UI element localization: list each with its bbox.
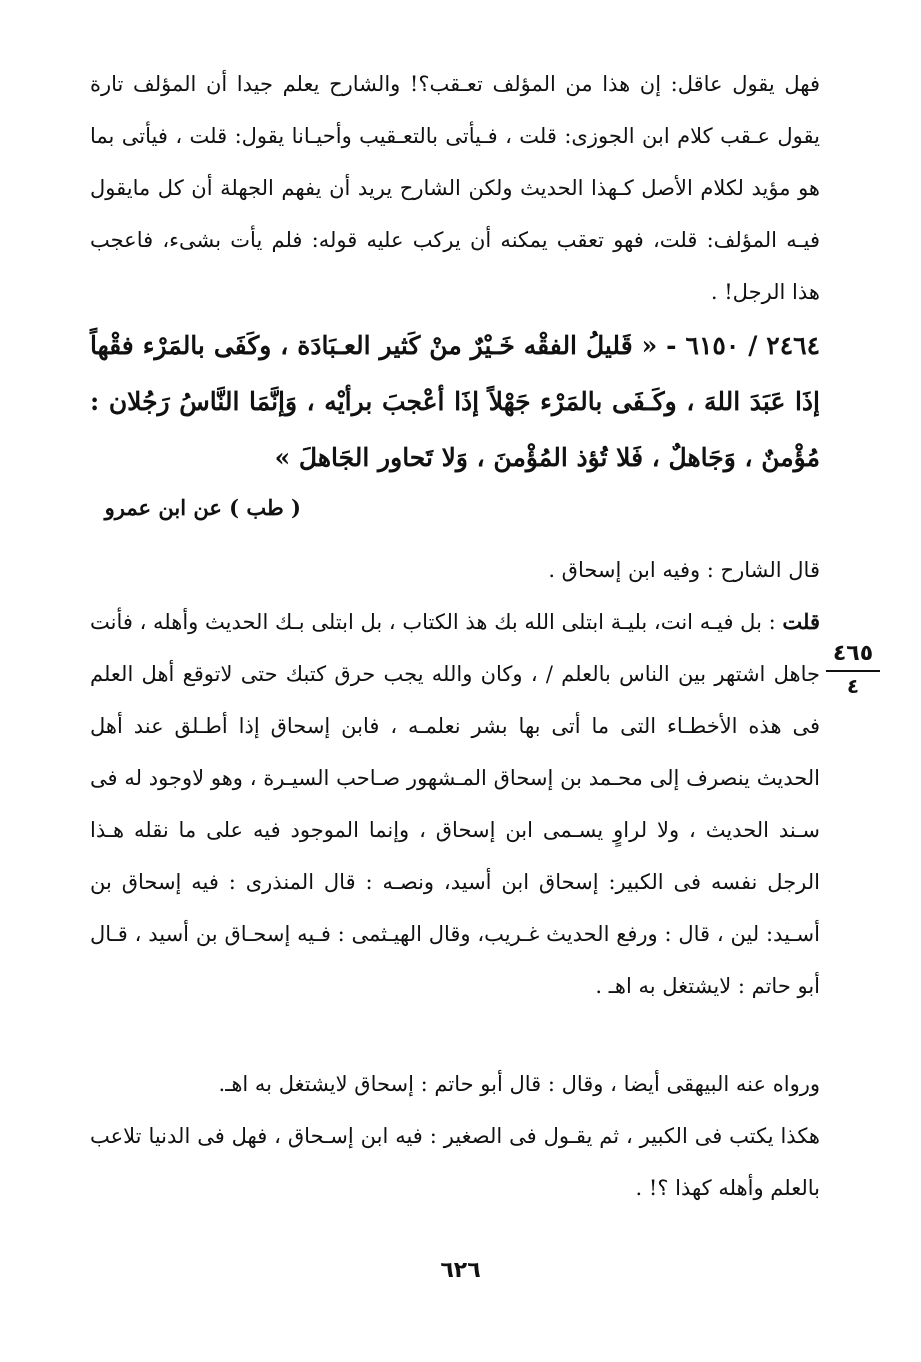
hadith-source: ( طب ) عن ابن عمرو xyxy=(104,495,301,520)
paragraph-commentator: قال الشارح : وفيه ابن إسحاق . xyxy=(548,558,820,582)
hadith-text: ٢٤٦٤ / ٦١٥٠ - « قَليلُ الفقْه خَـيْرٌ منْ كَثير العـبَادَة ، وكَفَى بالمَرْء فقْهاً إذَا عَبَدَ اللهَ ، وكَـفَى بالمَرْء جَهْلاً إذَا أعْجبَ برأيْه ، وَإنَّمَا النَّاسُ رَجُلان : مُؤْمنٌ ، وَجَاهلٌ ، فَلا تُؤذ المُؤْمنَ ، وَلا تَحاور الجَاهلَ » xyxy=(90,331,821,472)
paragraph-refutation xyxy=(90,596,820,1012)
page-number: ٦٢٦ xyxy=(440,1258,481,1283)
refutation-body: : بل فيـه انت، بليـة ابتلى الله بك هذ الكتاب ، بل ابتلى بـك الحديث وأهله ، فأنت جاهل اشتهر بين الناس بالعلم / ، وكان والله يجب حرق كتبك حتى لاتوقع أهل العلم فى هذه الأخطـاء التى ما أتى بها بشر نعلمـه ، فابن إسحاق إذا أطـلق عند أهل الحديث ينصرف إلى محـمد بن إسحاق المـشهور صـاحب السيـرة ، وهو لاوجود له فى سـند الحديث ، ولا لراوٍ يسـمى ابن إسحاق ، وإنما الموجود فيه على ما نقله هـذا الرجل نفسه فى الكبير: إسحاق ابن أسيد، ونصـه : قال المنذرى : فيه إسحاق بن أسـيد: لين ، قال : ورفع الحديث غـريب، وقال الهيـثمى : فـيه إسحـاق بن أسيد ، قـال أبو حاتم : لايشتغل به اهـ . xyxy=(90,610,820,998)
paragraph-bayhaqi: ورواه عنه البيهقى أيضا ، وقال : قال أبو حاتم : إسحاق لايشتغل به اهـ. xyxy=(218,1072,820,1096)
paragraph-conclusion: هكذا يكتب فى الكبير ، ثم يقـول فى الصغير : فيه ابن إسـحاق ، فهل فى الدنيا تلاعب بالعلم وأهله كهذا ؟! . xyxy=(90,1124,820,1200)
margin-reference xyxy=(826,640,880,700)
refutation-lead: قلت xyxy=(782,609,820,634)
margin-reference-bottom: ٤ xyxy=(846,674,860,698)
paragraph-intro: فهل يقول عاقل: إن هذا من المؤلف تعـقب؟! والشارح يعلم جيدا أن المؤلف تارة يقول عـقب كلام ابن الجوزى: قلت ، فـيأتى بالتعـقيب وأحيـانا يقول: قلت ، فيأتى بما هو مؤيد لكلام الأصل كـهذا الحديث ولكن الشارح يريد أن يفهم الجهلة أن كل مايقول فيـه المؤلف: قلت، فهو تعقب يمكنه أن يركب عليه قوله: فلم يأت بشىء، فاعجب هذا الرجل! . xyxy=(90,72,820,304)
margin-reference-top: ٤٦٥ xyxy=(826,640,880,672)
